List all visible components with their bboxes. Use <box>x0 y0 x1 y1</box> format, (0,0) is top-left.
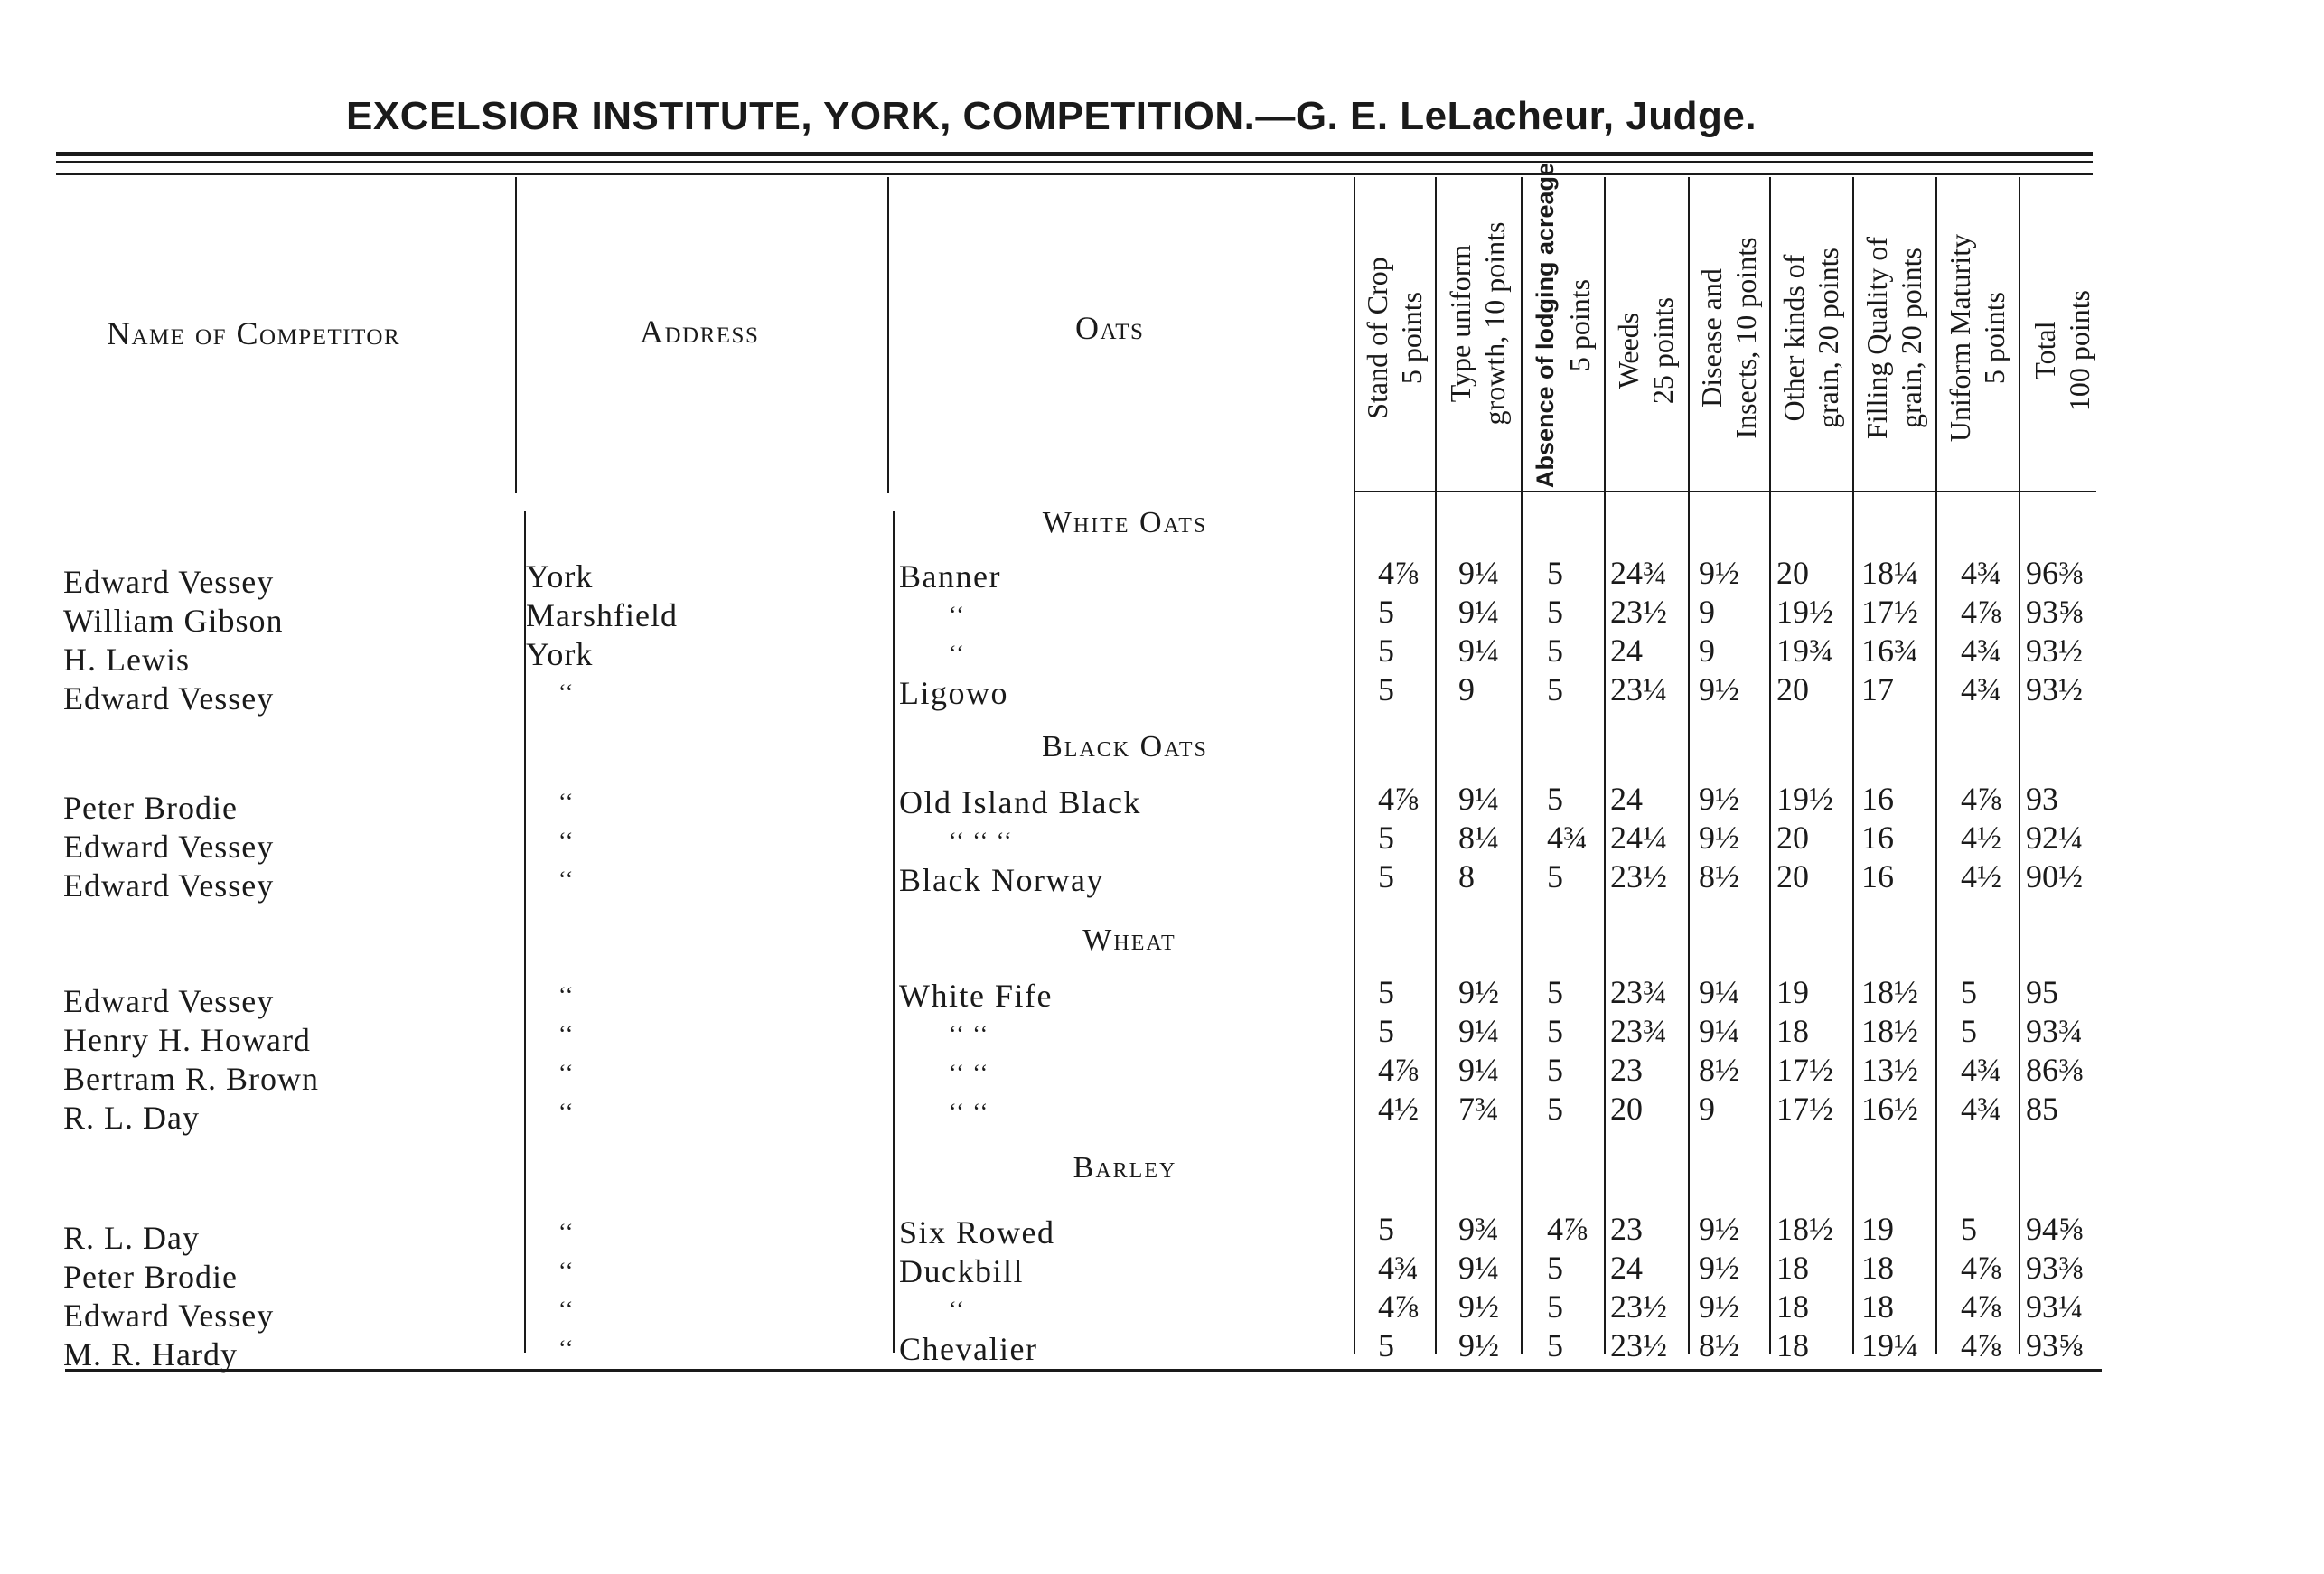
score-cell: 17 <box>1861 671 1894 707</box>
score-cell: 9 <box>1458 671 1475 707</box>
score-cell: 18 <box>1861 1250 1894 1286</box>
competitor-name: Bertram R. Brown <box>63 1061 319 1097</box>
score-cell: 23½ <box>1610 1288 1667 1325</box>
score-cell: 5 <box>1961 1211 1977 1247</box>
score-cell: 4¾ <box>1378 1250 1419 1286</box>
score-cell: 90½ <box>2026 858 2083 895</box>
score-cell: 24 <box>1610 1250 1643 1286</box>
grain-variety: Banner <box>899 558 1001 595</box>
header-stand-of-crop: Stand of Crop 5 points <box>1361 257 1428 419</box>
score-cell: 17½ <box>1861 594 1918 630</box>
competitor-address: ‘‘ <box>558 789 575 815</box>
header-uniform-maturity: Uniform Maturity 5 points <box>1944 233 2010 443</box>
score-cell: 9¼ <box>1699 974 1739 1010</box>
competitor-name: Peter Brodie <box>63 790 238 826</box>
competitor-address: ‘‘ <box>558 1219 575 1245</box>
grain-variety: Duckbill <box>899 1253 1024 1289</box>
score-cell: 9¼ <box>1458 781 1499 817</box>
divider-score-5 <box>1688 177 1690 1354</box>
score-cell: 8½ <box>1699 858 1739 895</box>
competitor-address: York <box>526 636 594 672</box>
divider-score-6 <box>1769 177 1771 1354</box>
score-cell: 4¾ <box>1961 555 2001 591</box>
score-cell: 16¾ <box>1861 632 1918 669</box>
score-cell: 20 <box>1776 858 1809 895</box>
section-title: White Oats <box>1042 506 1208 539</box>
score-cell: 23¾ <box>1610 974 1667 1010</box>
score-cell: 93 <box>2026 781 2058 817</box>
competitor-name: Edward Vessey <box>63 867 275 904</box>
score-cell: 16 <box>1861 820 1894 856</box>
score-cell: 19 <box>1776 974 1809 1010</box>
divider-score-2 <box>1435 177 1437 1354</box>
divider-address-oats <box>887 177 889 493</box>
score-cell: 18 <box>1776 1250 1809 1286</box>
score-cell: 24¼ <box>1610 820 1667 856</box>
score-cell: 9½ <box>1699 555 1739 591</box>
competitor-name: Peter Brodie <box>63 1259 238 1295</box>
score-cell: 5 <box>1961 1013 1977 1049</box>
score-cell: 5 <box>1378 1211 1394 1247</box>
score-cell: 13½ <box>1861 1052 1918 1088</box>
score-cell: 17½ <box>1776 1052 1833 1088</box>
score-cell: 4⅞ <box>1378 555 1419 591</box>
grain-variety: Chevalier <box>899 1331 1038 1367</box>
score-cell: 24¾ <box>1610 555 1667 591</box>
score-cell: 5 <box>1547 632 1563 669</box>
score-cell: 18 <box>1861 1288 1894 1325</box>
score-cell: 19 <box>1861 1211 1894 1247</box>
score-cell: 9½ <box>1699 671 1739 707</box>
competitor-address: ‘‘ <box>558 1021 575 1047</box>
score-cell: 7¾ <box>1458 1091 1499 1127</box>
score-cell: 23½ <box>1610 858 1667 895</box>
competitor-name: Edward Vessey <box>63 680 275 717</box>
grain-variety: ‘‘ ‘‘ <box>949 1099 989 1125</box>
section-title: Black Oats <box>1042 730 1208 764</box>
competitor-name: Edward Vessey <box>63 564 275 600</box>
score-cell: 9½ <box>1458 974 1499 1010</box>
header-oats: Oats <box>1075 310 1145 346</box>
score-cell: 4⅞ <box>1961 781 2001 817</box>
competitor-address: ‘‘ <box>558 1335 575 1362</box>
score-cell: 4⅞ <box>1961 1327 2001 1363</box>
score-cell: 19½ <box>1776 594 1833 630</box>
score-cell: 23 <box>1610 1211 1643 1247</box>
grain-variety: Black Norway <box>899 862 1104 898</box>
score-cell: 9 <box>1699 594 1715 630</box>
divider-score-8 <box>1935 177 1937 1354</box>
score-cell: 95 <box>2026 974 2058 1010</box>
grain-variety: Ligowo <box>899 675 1008 711</box>
header-filling-quality: Filling Quality of grain, 20 points <box>1860 237 1927 439</box>
score-cell: 18 <box>1776 1288 1809 1325</box>
score-cell: 23¾ <box>1610 1013 1667 1049</box>
competitor-name: R. L. Day <box>63 1100 200 1136</box>
score-cell: 19¼ <box>1861 1327 1918 1363</box>
score-cell: 93½ <box>2026 671 2083 707</box>
grain-variety: ‘‘ ‘‘ ‘‘ <box>949 828 1014 854</box>
competitor-address: Marshfield <box>526 597 678 633</box>
score-cell: 9½ <box>1699 1288 1739 1325</box>
section-title: Barley <box>1073 1151 1177 1185</box>
score-cell: 5 <box>1547 858 1563 895</box>
score-cell: 9¼ <box>1458 1052 1499 1088</box>
score-cell: 9 <box>1699 1091 1715 1127</box>
score-cell: 94⅝ <box>2026 1211 2083 1247</box>
score-cell: 5 <box>1378 594 1394 630</box>
score-cell: 19¾ <box>1776 632 1833 669</box>
competitor-address: ‘‘ <box>558 1060 575 1086</box>
score-cell: 92¼ <box>2026 820 2083 856</box>
grain-variety: Six Rowed <box>899 1214 1055 1251</box>
score-cell: 4⅞ <box>1378 1052 1419 1088</box>
competitor-address: ‘‘ <box>558 867 575 893</box>
divider-name-address <box>515 177 517 493</box>
grain-variety: ‘‘ ‘‘ <box>949 1021 989 1047</box>
score-cell: 4⅞ <box>1547 1211 1588 1247</box>
score-cell: 4¾ <box>1961 632 2001 669</box>
score-cell: 9¾ <box>1458 1211 1499 1247</box>
score-cell: 5 <box>1547 1013 1563 1049</box>
score-cell: 18½ <box>1861 1013 1918 1049</box>
competitor-address: ‘‘ <box>558 679 575 706</box>
score-cell: 4⅞ <box>1961 594 2001 630</box>
score-cell: 9¼ <box>1458 632 1499 669</box>
score-cell: 4⅞ <box>1961 1288 2001 1325</box>
grain-variety: ‘‘ <box>949 602 966 628</box>
score-cell: 5 <box>1378 671 1394 707</box>
score-cell: 9¼ <box>1699 1013 1739 1049</box>
grain-variety: ‘‘ ‘‘ <box>949 1060 989 1086</box>
score-cell: 9½ <box>1458 1288 1499 1325</box>
score-cell: 5 <box>1547 1250 1563 1286</box>
competitor-name: H. Lewis <box>63 642 190 678</box>
header-absence-of-lodging: Absence of lodging acreage 5 points <box>1532 162 1596 489</box>
divider-score-7 <box>1852 177 1854 1354</box>
competitor-address: ‘‘ <box>558 828 575 854</box>
top-rule-inner <box>56 173 2093 175</box>
divider-score-9 <box>2019 177 2020 1354</box>
score-cell: 5 <box>1547 781 1563 817</box>
score-cell: 5 <box>1378 858 1394 895</box>
score-cell: 18¼ <box>1861 555 1918 591</box>
score-cell: 5 <box>1547 1288 1563 1325</box>
header-weeds: Weeds 25 points <box>1612 296 1679 405</box>
top-rule-thick <box>56 152 2093 156</box>
score-cell: 93½ <box>2026 632 2083 669</box>
competitor-address: ‘‘ <box>558 982 575 1008</box>
score-cell: 8¼ <box>1458 820 1499 856</box>
divider-score-4 <box>1604 177 1606 1354</box>
header-type-uniform: Type uniform growth, 10 points <box>1444 221 1511 426</box>
divider-score-3 <box>1521 177 1523 1354</box>
score-cell: 85 <box>2026 1091 2058 1127</box>
competitor-address: ‘‘ <box>558 1258 575 1284</box>
score-cell: 5 <box>1961 974 1977 1010</box>
grain-variety: White Fife <box>899 978 1053 1014</box>
bottom-rule <box>65 1369 2102 1372</box>
competitor-name: Edward Vessey <box>63 829 275 865</box>
score-cell: 23½ <box>1610 594 1667 630</box>
competitor-address: ‘‘ <box>558 1099 575 1125</box>
score-cell: 5 <box>1378 1327 1394 1363</box>
score-cell: 8½ <box>1699 1052 1739 1088</box>
score-cell: 24 <box>1610 781 1643 817</box>
score-cell: 17½ <box>1776 1091 1833 1127</box>
header-total: Total 100 points <box>2029 289 2095 412</box>
score-cell: 5 <box>1547 1327 1563 1363</box>
competitor-name: R. L. Day <box>63 1220 200 1256</box>
score-cell: 96⅜ <box>2026 555 2083 591</box>
score-cell: 4½ <box>1961 820 2001 856</box>
score-cell: 4½ <box>1378 1091 1419 1127</box>
score-cell: 5 <box>1378 820 1394 856</box>
score-cell: 23½ <box>1610 1327 1667 1363</box>
score-cell: 9½ <box>1699 820 1739 856</box>
competitor-address: ‘‘ <box>558 1297 575 1323</box>
header-disease-insects: Disease and Insects, 10 points <box>1695 237 1762 439</box>
score-cell: 20 <box>1610 1091 1643 1127</box>
score-cell: 5 <box>1547 974 1563 1010</box>
grain-variety: Old Island Black <box>899 784 1141 820</box>
score-cell: 23¼ <box>1610 671 1667 707</box>
score-cell: 16 <box>1861 858 1894 895</box>
score-cell: 24 <box>1610 632 1643 669</box>
top-rule-thin <box>56 161 2093 163</box>
header-address: Address <box>640 314 760 350</box>
header-name: Name of Competitor <box>107 315 401 351</box>
competitor-name: William Gibson <box>63 603 284 639</box>
score-cell: 4⅞ <box>1378 1288 1419 1325</box>
header-rule <box>1355 491 2096 492</box>
score-cell: 8½ <box>1699 1327 1739 1363</box>
score-cell: 93⅜ <box>2026 1250 2083 1286</box>
header-other-kinds: Other kinds of grain, 20 points <box>1777 248 1844 428</box>
score-cell: 18 <box>1776 1013 1809 1049</box>
score-cell: 4¾ <box>1961 1091 2001 1127</box>
score-cell: 20 <box>1776 671 1809 707</box>
score-cell: 4⅞ <box>1378 781 1419 817</box>
score-cell: 16 <box>1861 781 1894 817</box>
competitor-name: Henry H. Howard <box>63 1022 311 1058</box>
score-cell: 23 <box>1610 1052 1643 1088</box>
page-title: EXCELSIOR INSTITUTE, YORK, COMPETITION.—G. E. LeLacheur, Judge. <box>346 94 1757 138</box>
score-cell: 20 <box>1776 555 1809 591</box>
score-cell: 93¼ <box>2026 1288 2083 1325</box>
score-cell: 9¼ <box>1458 594 1499 630</box>
score-cell: 5 <box>1378 632 1394 669</box>
score-cell: 4⅞ <box>1961 1250 2001 1286</box>
score-cell: 93⅝ <box>2026 1327 2083 1363</box>
score-cell: 5 <box>1547 594 1563 630</box>
score-cell: 16½ <box>1861 1091 1918 1127</box>
score-cell: 9½ <box>1458 1327 1499 1363</box>
score-cell: 9½ <box>1699 781 1739 817</box>
score-cell: 9½ <box>1699 1250 1739 1286</box>
score-cell: 9¼ <box>1458 1013 1499 1049</box>
score-cell: 5 <box>1547 1091 1563 1127</box>
score-cell: 4½ <box>1961 858 2001 895</box>
score-cell: 5 <box>1378 1013 1394 1049</box>
score-cell: 9½ <box>1699 1211 1739 1247</box>
score-cell: 9¼ <box>1458 555 1499 591</box>
score-cell: 4¾ <box>1547 820 1588 856</box>
competitor-name: Edward Vessey <box>63 983 275 1019</box>
divider-score-1 <box>1354 177 1355 1354</box>
score-cell: 18 <box>1776 1327 1809 1363</box>
competitor-address: York <box>526 558 594 595</box>
score-cell: 5 <box>1547 1052 1563 1088</box>
score-cell: 8 <box>1458 858 1475 895</box>
score-cell: 18½ <box>1776 1211 1833 1247</box>
section-title: Wheat <box>1082 923 1176 957</box>
score-cell: 20 <box>1776 820 1809 856</box>
score-cell: 18½ <box>1861 974 1918 1010</box>
grain-variety: ‘‘ <box>949 641 966 667</box>
score-cell: 4¾ <box>1961 1052 2001 1088</box>
divider-address-oats-body <box>893 511 895 1353</box>
score-cell: 19½ <box>1776 781 1833 817</box>
score-cell: 86⅜ <box>2026 1052 2083 1088</box>
score-cell: 9¼ <box>1458 1250 1499 1286</box>
competitor-name: M. R. Hardy <box>63 1336 238 1373</box>
score-cell: 5 <box>1547 671 1563 707</box>
score-cell: 9 <box>1699 632 1715 669</box>
score-cell: 4¾ <box>1961 671 2001 707</box>
score-cell: 5 <box>1547 555 1563 591</box>
score-cell: 93⅝ <box>2026 594 2083 630</box>
score-cell: 93¾ <box>2026 1013 2083 1049</box>
competitor-name: Edward Vessey <box>63 1298 275 1334</box>
score-cell: 5 <box>1378 974 1394 1010</box>
grain-variety: ‘‘ <box>949 1297 966 1323</box>
